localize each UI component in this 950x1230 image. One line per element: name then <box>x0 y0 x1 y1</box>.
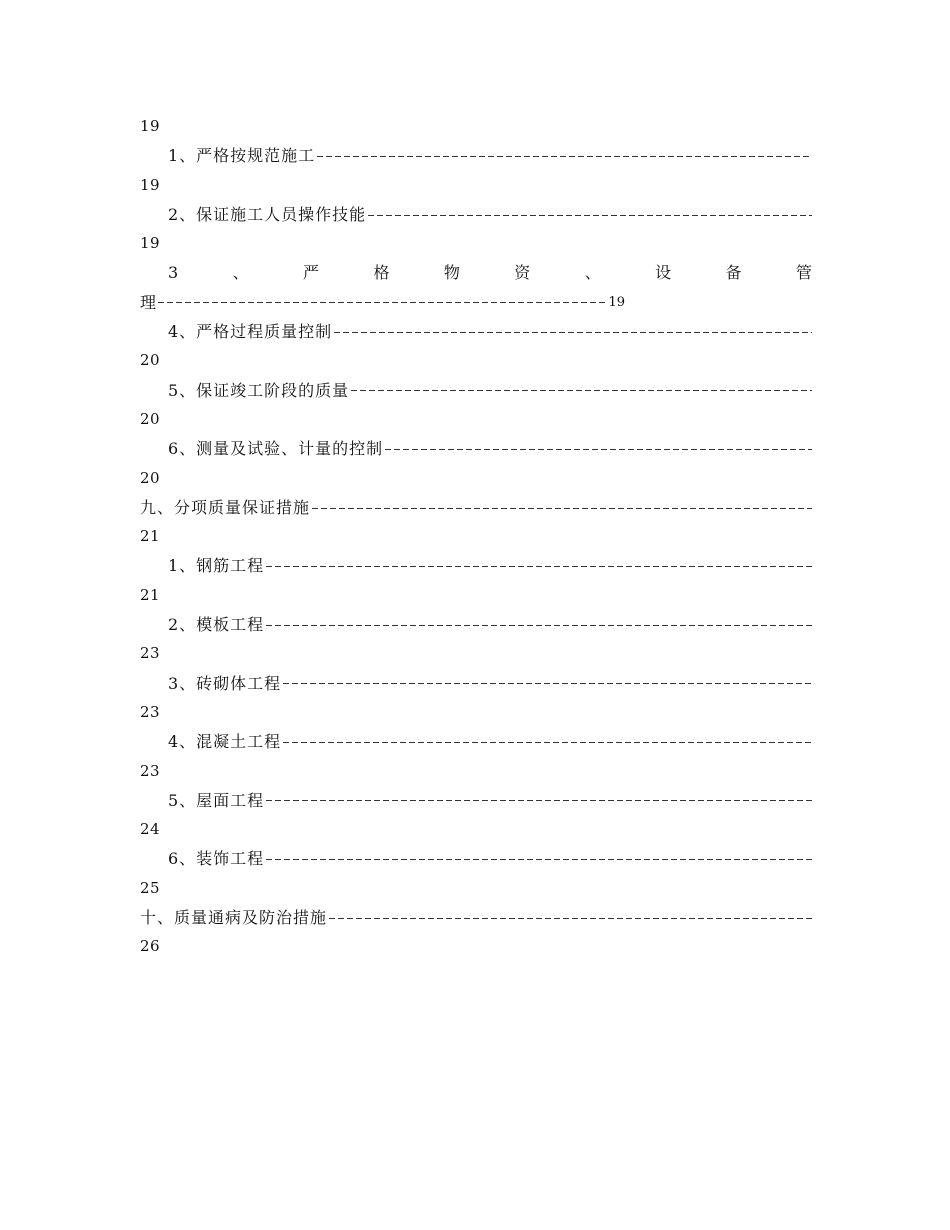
dotted-leader <box>351 390 812 391</box>
toc-entry-char: 设 <box>655 263 672 283</box>
toc-entry-label: 理 <box>140 292 157 312</box>
toc-entry-char: 管 <box>795 263 812 283</box>
toc-entry-label: 4、混凝土工程 <box>168 732 282 752</box>
toc-entry-label: 4、严格过程质量控制 <box>168 322 333 342</box>
toc-entry[interactable] <box>140 844 812 873</box>
dotted-leader <box>334 332 812 333</box>
toc-entry[interactable] <box>140 434 812 463</box>
toc-entry-label: 1、严格按规范施工 <box>168 146 316 166</box>
dotted-leader <box>266 566 812 567</box>
toc-entry-label: 6、装饰工程 <box>168 849 265 869</box>
toc-entry-char: 资 <box>514 263 531 283</box>
toc-page-number: 19 <box>140 117 161 135</box>
toc-entry-label: 5、保证竣工阶段的质量 <box>168 380 350 400</box>
toc-page-number: 19 <box>140 234 161 253</box>
dotted-leader <box>158 302 607 303</box>
toc-entry[interactable] <box>140 727 812 756</box>
toc-entry-char: 严 <box>303 263 320 283</box>
toc-page-number: 23 <box>140 702 161 721</box>
dotted-leader <box>385 449 812 450</box>
toc-entry[interactable] <box>140 317 812 346</box>
toc-entry[interactable] <box>140 669 812 698</box>
toc-page-number: 20 <box>140 351 161 370</box>
toc-page-number: 19 <box>140 175 161 194</box>
toc-page-number: 19 <box>608 294 625 310</box>
toc-entry-label: 1、钢筋工程 <box>168 556 265 576</box>
dotted-leader <box>266 625 812 626</box>
toc-entry[interactable] <box>140 376 812 405</box>
toc-entry-char: 备 <box>725 263 742 283</box>
toc-entry-label: 5、屋面工程 <box>168 790 265 810</box>
dotted-leader <box>312 508 812 509</box>
toc-page-number: 21 <box>140 585 161 604</box>
toc-entry-continuation[interactable] <box>140 288 625 317</box>
toc-page-number: 20 <box>140 409 161 428</box>
toc-entry-label: 2、保证施工人员操作技能 <box>168 204 367 224</box>
toc-entry-char: 格 <box>373 263 390 283</box>
dotted-leader <box>266 800 812 801</box>
toc-entry-char: 物 <box>443 263 460 283</box>
toc-entry-char: 3 <box>168 263 179 283</box>
table-of-contents <box>140 112 812 962</box>
toc-section-entry[interactable] <box>140 903 812 932</box>
toc-page-number: 20 <box>140 468 161 487</box>
toc-page-number: 23 <box>140 761 161 780</box>
toc-section-label: 十、质量通病及防治措施 <box>140 908 328 928</box>
toc-entry-label: 3、砖砌体工程 <box>168 673 282 693</box>
dotted-leader <box>283 683 812 684</box>
toc-page-number: 24 <box>140 820 161 839</box>
toc-entry[interactable] <box>140 786 812 815</box>
toc-entry-label: 6、测量及试验、计量的控制 <box>168 439 384 459</box>
toc-page-number: 21 <box>140 527 161 546</box>
toc-entry[interactable] <box>140 551 812 580</box>
dotted-leader <box>266 859 812 860</box>
toc-entry-label: 2、模板工程 <box>168 615 265 635</box>
toc-section-label: 九、分项质量保证措施 <box>140 497 311 517</box>
dotted-leader <box>368 215 812 216</box>
toc-entry-justified[interactable] <box>140 258 812 287</box>
toc-entry[interactable] <box>140 610 812 639</box>
toc-entry[interactable] <box>140 200 812 229</box>
toc-page-number: 25 <box>140 878 161 897</box>
toc-entry-char: 、 <box>232 263 249 283</box>
toc-page-number: 26 <box>140 937 161 956</box>
dotted-leader <box>329 918 812 919</box>
dotted-leader <box>283 742 812 743</box>
toc-page-number: 23 <box>140 644 161 663</box>
toc-section-entry[interactable] <box>140 493 812 522</box>
toc-entry[interactable] <box>140 141 812 170</box>
toc-entry-char: 、 <box>584 263 601 283</box>
dotted-leader <box>317 156 812 157</box>
